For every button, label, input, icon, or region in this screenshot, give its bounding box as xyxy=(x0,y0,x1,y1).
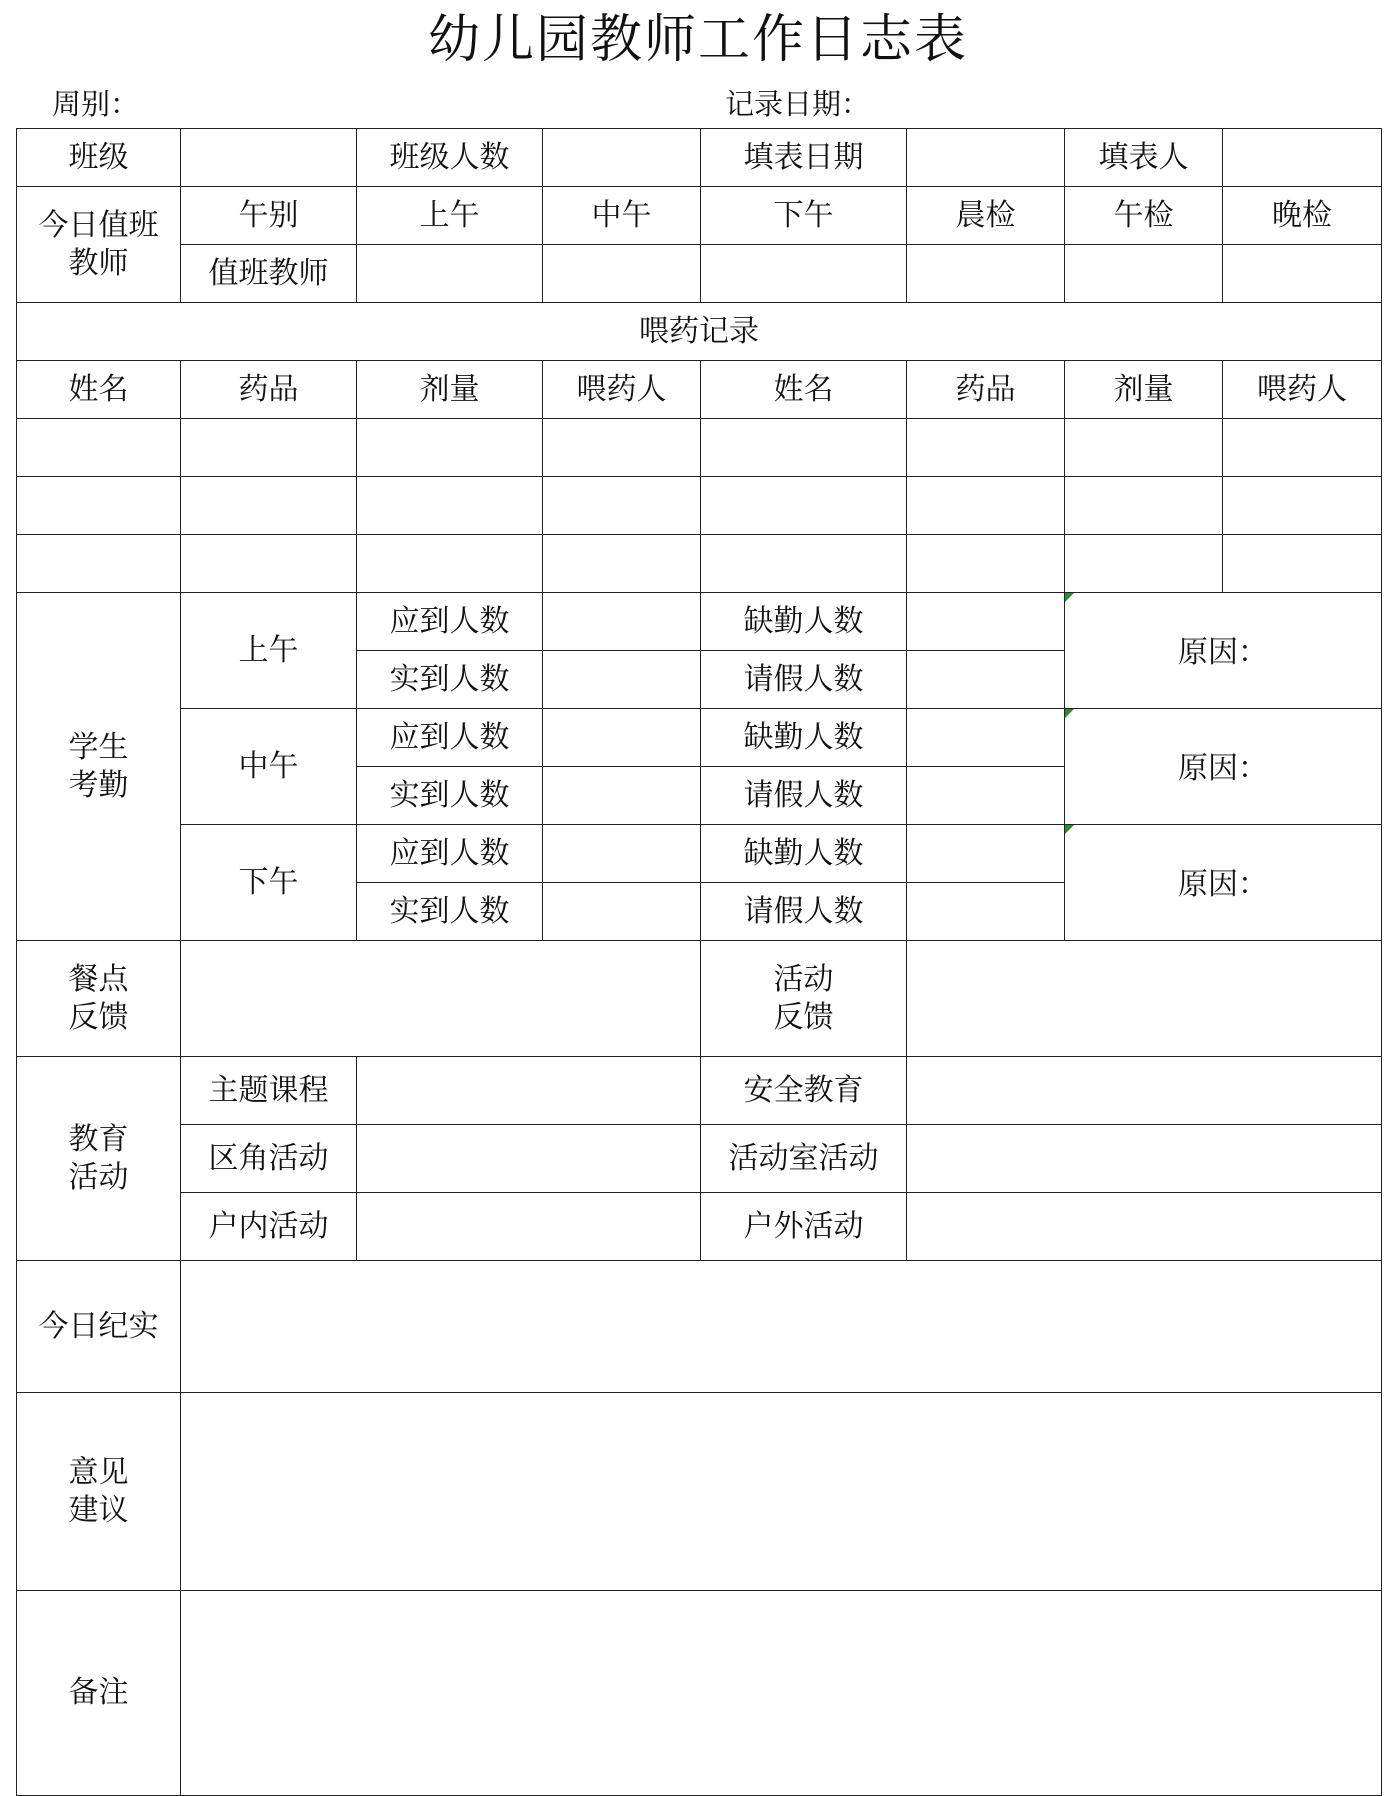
leave-count-input[interactable] xyxy=(907,651,1065,709)
actual-count-label: 实到人数 xyxy=(357,767,543,825)
morning-check-input[interactable] xyxy=(907,245,1065,303)
medicine-cell[interactable] xyxy=(543,535,701,593)
actual-count-label: 实到人数 xyxy=(357,883,543,941)
suggestion-input[interactable] xyxy=(181,1393,1382,1591)
medicine-col-dose: 剂量 xyxy=(357,361,543,419)
medicine-col-drug-2: 药品 xyxy=(907,361,1065,419)
leave-count-label: 请假人数 xyxy=(701,651,907,709)
room-activity-label: 活动室活动 xyxy=(701,1125,907,1193)
actual-count-label: 实到人数 xyxy=(357,651,543,709)
medicine-col-giver-2: 喂药人 xyxy=(1223,361,1382,419)
absent-count-input[interactable] xyxy=(907,593,1065,651)
indoor-activity-label: 户内活动 xyxy=(181,1193,357,1261)
absent-count-input[interactable] xyxy=(907,709,1065,767)
evening-check-input[interactable] xyxy=(1223,245,1382,303)
medicine-cell[interactable] xyxy=(17,419,181,477)
theme-course-input[interactable] xyxy=(357,1057,701,1125)
duty-noon-label: 中午 xyxy=(543,187,701,245)
medicine-col-drug: 药品 xyxy=(181,361,357,419)
leave-count-input[interactable] xyxy=(907,883,1065,941)
attendance-noon-label: 中午 xyxy=(181,709,357,825)
absence-reason-afternoon[interactable]: 原因： xyxy=(1065,825,1382,941)
medicine-cell[interactable] xyxy=(1223,535,1382,593)
medicine-col-name-2: 姓名 xyxy=(701,361,907,419)
expected-count-input[interactable] xyxy=(543,709,701,767)
filler-input[interactable] xyxy=(1223,129,1382,187)
work-log-table xyxy=(16,128,1382,1796)
remark-input[interactable] xyxy=(181,1591,1382,1796)
actual-count-input[interactable] xyxy=(543,767,701,825)
daily-record-input[interactable] xyxy=(181,1261,1382,1393)
remark-label: 备注 xyxy=(17,1591,181,1796)
absence-reason-noon[interactable]: 原因： xyxy=(1065,709,1382,825)
absent-count-label: 缺勤人数 xyxy=(701,709,907,767)
attendance-label: 学生 考勤 xyxy=(17,593,181,941)
expected-count-input[interactable] xyxy=(543,593,701,651)
medicine-cell[interactable] xyxy=(17,535,181,593)
duty-teacher-label: 今日值班 教师 xyxy=(17,187,181,303)
medicine-cell[interactable] xyxy=(181,419,357,477)
class-label: 班级 xyxy=(17,129,181,187)
medicine-col-dose-2: 剂量 xyxy=(1065,361,1223,419)
medicine-cell[interactable] xyxy=(543,477,701,535)
medicine-cell[interactable] xyxy=(357,535,543,593)
room-activity-input[interactable] xyxy=(907,1125,1382,1193)
absent-count-label: 缺勤人数 xyxy=(701,593,907,651)
medicine-cell[interactable] xyxy=(357,477,543,535)
expected-count-label: 应到人数 xyxy=(357,709,543,767)
leave-count-label: 请假人数 xyxy=(701,883,907,941)
activity-feedback-input[interactable] xyxy=(907,941,1382,1057)
meal-feedback-input[interactable] xyxy=(181,941,701,1057)
medicine-row xyxy=(17,419,1382,477)
medicine-cell[interactable] xyxy=(1065,535,1223,593)
evening-check-label: 晚检 xyxy=(1223,187,1382,245)
medicine-cell[interactable] xyxy=(543,419,701,477)
medicine-cell[interactable] xyxy=(1065,477,1223,535)
expected-count-label: 应到人数 xyxy=(357,825,543,883)
duty-afternoon-label: 下午 xyxy=(701,187,907,245)
theme-course-label: 主题课程 xyxy=(181,1057,357,1125)
absence-reason-morning[interactable]: 原因： xyxy=(1065,593,1382,709)
corner-activity-label: 区角活动 xyxy=(181,1125,357,1193)
medicine-cell[interactable] xyxy=(1065,419,1223,477)
medicine-cell[interactable] xyxy=(1223,477,1382,535)
leave-count-label: 请假人数 xyxy=(701,767,907,825)
medicine-cell[interactable] xyxy=(181,535,357,593)
outdoor-activity-input[interactable] xyxy=(907,1193,1382,1261)
duty-morning-label: 上午 xyxy=(357,187,543,245)
medicine-cell[interactable] xyxy=(907,477,1065,535)
week-label: 周别： xyxy=(52,87,140,121)
medicine-cell[interactable] xyxy=(907,419,1065,477)
actual-count-input[interactable] xyxy=(543,651,701,709)
fill-date-input[interactable] xyxy=(907,129,1065,187)
expected-count-label: 应到人数 xyxy=(357,593,543,651)
attendance-morning-label: 上午 xyxy=(181,593,357,709)
medicine-record-title: 喂药记录 xyxy=(17,303,1382,361)
safety-education-input[interactable] xyxy=(907,1057,1382,1125)
absent-count-label: 缺勤人数 xyxy=(701,825,907,883)
medicine-cell[interactable] xyxy=(701,535,907,593)
activity-feedback-label: 活动 反馈 xyxy=(701,941,907,1057)
duty-teacher-row-label: 值班教师 xyxy=(181,245,357,303)
duty-noon-input[interactable] xyxy=(543,245,701,303)
expected-count-input[interactable] xyxy=(543,825,701,883)
filler-label: 填表人 xyxy=(1065,129,1223,187)
class-input[interactable] xyxy=(181,129,357,187)
meal-feedback-label: 餐点 反馈 xyxy=(17,941,181,1057)
medicine-cell[interactable] xyxy=(17,477,181,535)
safety-education-label: 安全教育 xyxy=(701,1057,907,1125)
medicine-cell[interactable] xyxy=(701,419,907,477)
leave-count-input[interactable] xyxy=(907,767,1065,825)
noon-check-label: 午检 xyxy=(1065,187,1223,245)
medicine-col-name: 姓名 xyxy=(17,361,181,419)
noon-check-input[interactable] xyxy=(1065,245,1223,303)
medicine-row xyxy=(17,535,1382,593)
class-count-label: 班级人数 xyxy=(357,129,543,187)
education-label: 教育 活动 xyxy=(17,1057,181,1261)
period-label: 午别 xyxy=(181,187,357,245)
medicine-row xyxy=(17,477,1382,535)
medicine-cell[interactable] xyxy=(701,477,907,535)
medicine-cell[interactable] xyxy=(1223,419,1382,477)
suggestion-label: 意见 建议 xyxy=(17,1393,181,1591)
medicine-cell[interactable] xyxy=(907,535,1065,593)
attendance-afternoon-label: 下午 xyxy=(181,825,357,941)
absent-count-input[interactable] xyxy=(907,825,1065,883)
outdoor-activity-label: 户外活动 xyxy=(701,1193,907,1261)
medicine-cell[interactable] xyxy=(181,477,357,535)
fill-date-label: 填表日期 xyxy=(701,129,907,187)
duty-afternoon-input[interactable] xyxy=(701,245,907,303)
page-title: 幼儿园教师工作日志表 xyxy=(427,10,968,70)
class-count-input[interactable] xyxy=(543,129,701,187)
daily-record-label: 今日纪实 xyxy=(17,1261,181,1393)
actual-count-input[interactable] xyxy=(543,883,701,941)
medicine-col-giver: 喂药人 xyxy=(543,361,701,419)
indoor-activity-input[interactable] xyxy=(357,1193,701,1261)
record-date-label: 记录日期： xyxy=(725,87,871,121)
morning-check-label: 晨检 xyxy=(907,187,1065,245)
corner-activity-input[interactable] xyxy=(357,1125,701,1193)
medicine-cell[interactable] xyxy=(357,419,543,477)
duty-morning-input[interactable] xyxy=(357,245,543,303)
